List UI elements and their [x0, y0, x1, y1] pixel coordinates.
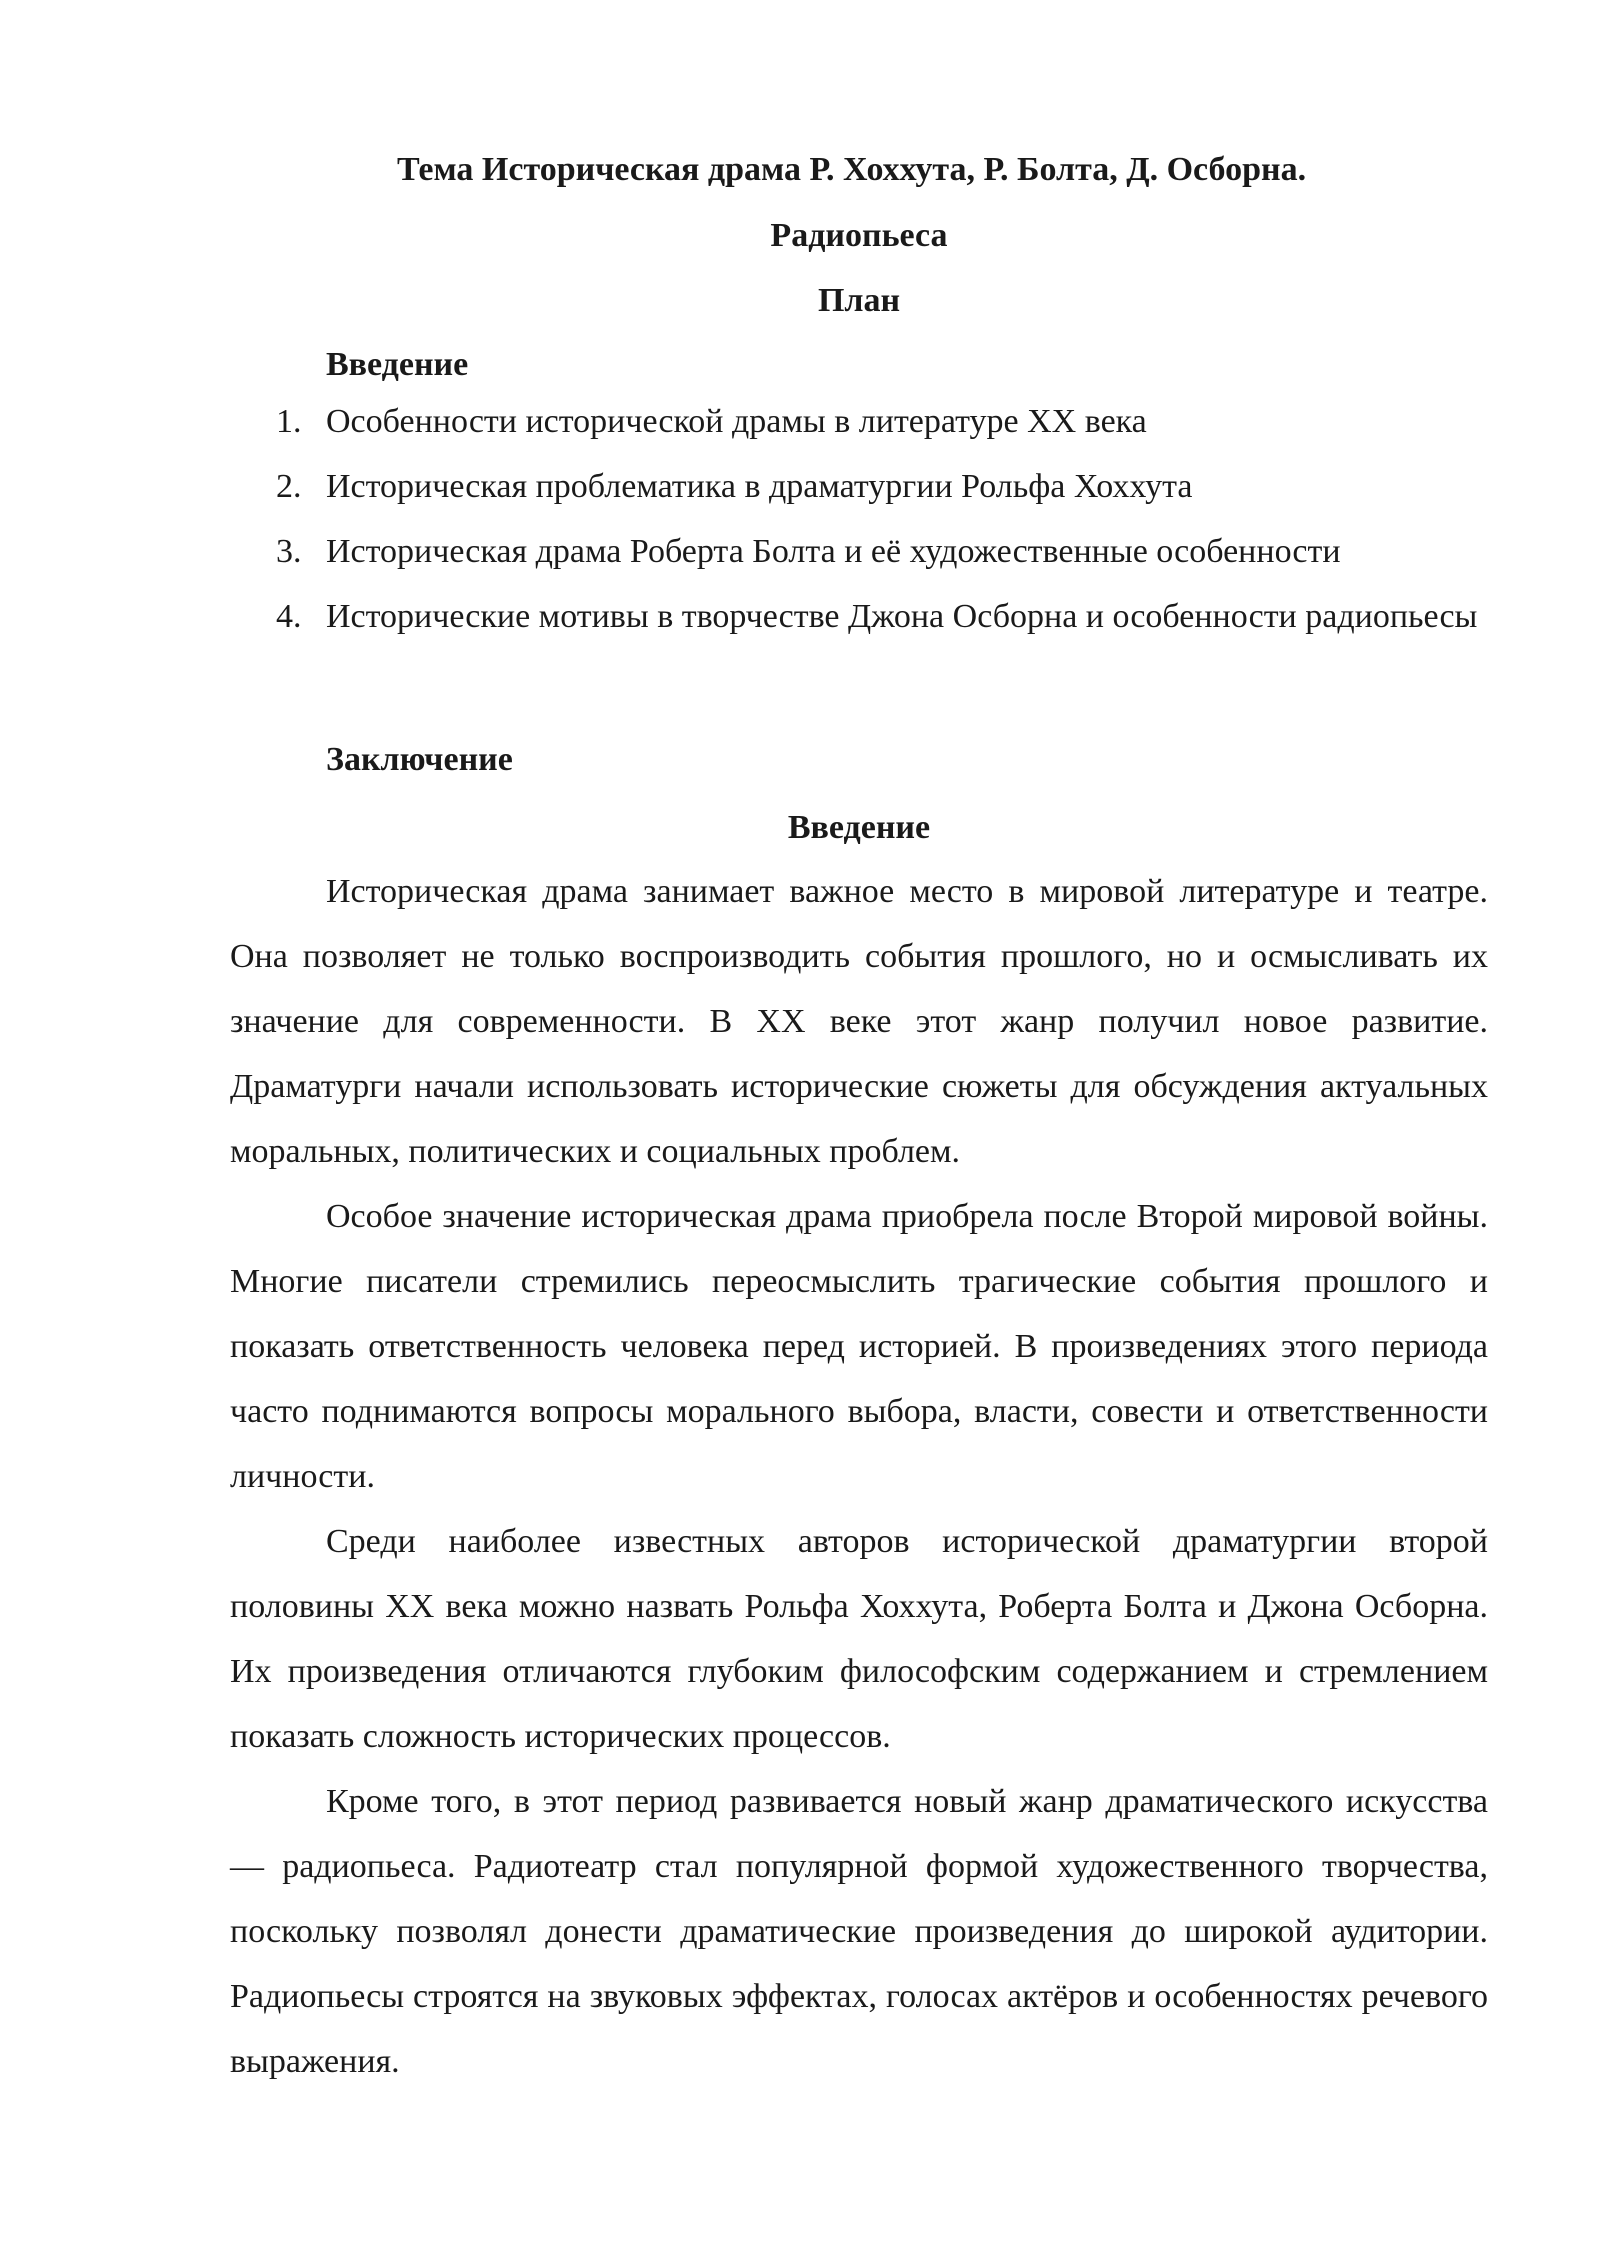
paragraph: Историческая драма занимает важное место в мировой литературе и театре. Она позволяет не только воспроизводить события прошлого, но и осмысливать их значение для современности. В XX веке этот жанр получил новое развитие. Драматурги начали использовать исторические сюжеты для обсуждения актуальных моральных, политических и социальных проблем.: [230, 873, 1488, 1170]
document-title: Тема Историческая драма Р. Хоххута, Р. Болта, Д. Осборна.: [397, 151, 1307, 188]
plan-item: [276, 454, 1488, 519]
plan-item-text: Историческая проблематика в драматургии Рольфа Хоххута: [326, 468, 1193, 505]
introduction-heading: Введение: [787, 809, 931, 846]
plan-conclusion-label: Заключение: [326, 741, 513, 778]
plan-item-number: 2.: [276, 468, 302, 505]
plan-item-number: 1.: [276, 403, 302, 440]
paragraph: Особое значение историческая драма приобрела после Второй мировой войны. Многие писатели стремились переосмыслить трагические события прошлого и показать ответственность человека перед историей. В произведениях этого периода часто поднимаются вопросы морального выбора, власти, совести и ответственности личности.: [230, 1198, 1488, 1495]
plan-introduction-label: Введение: [326, 346, 469, 383]
plan-item-text: Исторические мотивы в творчестве Джона Осборна и особенности радиопьесы: [326, 598, 1478, 635]
plan-item: [276, 389, 1488, 454]
paragraph: Кроме того, в этот период развивается новый жанр драматического искусства — радиопьеса. Радиотеатр стал популярной формой художественного творчества, поскольку позволял донести драматические произведения до широкой аудитории. Радиопьесы строятся на звуковых эффектах, голосах актёров и особенностях речевого выражения.: [230, 1783, 1488, 2080]
introduction-body: [230, 859, 1488, 2094]
plan-item-number: 3.: [276, 533, 302, 570]
document-subtitle: Радиопьеса: [770, 217, 948, 254]
paragraph: Среди наиболее известных авторов исторической драматургии второй половины XX века можно назвать Рольфа Хоххута, Роберта Болта и Джона Осборна. Их произведения отличаются глубоким философским содержанием и стремлением показать сложность исторических процессов.: [230, 1523, 1488, 1755]
plan-title: План: [817, 282, 901, 319]
plan-item-number: 4.: [276, 598, 302, 635]
document-page: [230, 0, 1488, 2262]
plan-item-text: Историческая драма Роберта Болта и её художественные особенности: [326, 533, 1341, 570]
plan-item: [276, 519, 1488, 584]
plan-item-text: Особенности исторической драмы в литературе XX века: [326, 403, 1147, 440]
plan-item: [276, 584, 1488, 649]
